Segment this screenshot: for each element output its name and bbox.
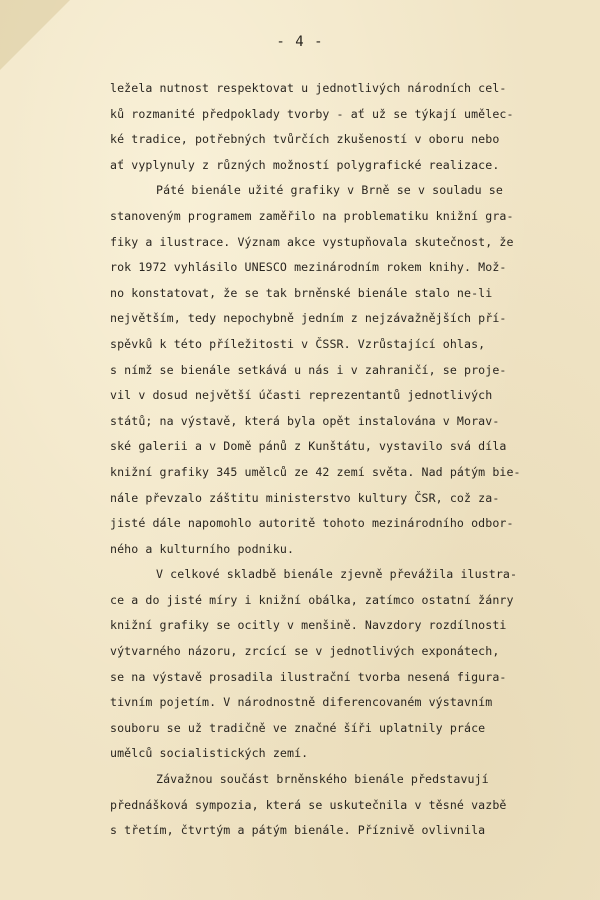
paragraph bbox=[110, 76, 580, 178]
text-line: ce a do jisté míry i knižní obálka, zatímco ostatní žánry bbox=[110, 592, 514, 607]
text-line: ať vyplynuly z různých možností polygrafické realizace. bbox=[110, 157, 500, 172]
text-line: souboru se už tradičně ve značné šíři uplatnily práce bbox=[110, 720, 486, 735]
text-line: výtvarného názoru, zrcící se v jednotlivých exponátech, bbox=[110, 644, 500, 659]
text-line: nále převzalo záštitu ministerstvo kultury ČSR, což za- bbox=[110, 490, 500, 505]
text-line: ské galerii a v Domě pánů z Kunštátu, vystavilo svá díla bbox=[110, 439, 507, 454]
text-line: rok 1972 vyhlásilo UNESCO mezinárodním rokem knihy. Mož- bbox=[110, 260, 507, 275]
text-line: s třetím, čtvrtým a pátým bienále. Příznivě ovlivnila bbox=[110, 823, 486, 838]
text-line: spěvků k této příležitosti v ČSSR. Vzrůstající ohlas, bbox=[110, 336, 486, 351]
text-line: tivním pojetím. V národnostně diferencovaném výstavním bbox=[110, 695, 493, 710]
text-line: států; na výstavě, která byla opět instalována v Morav- bbox=[110, 413, 500, 428]
text-line: s nímž se bienále setkává u nás i v zahraničí, se proje- bbox=[110, 362, 507, 377]
text-line: ké tradice, potřebných tvůrčích zkušeností v oboru nebo bbox=[110, 132, 500, 147]
text-line: no konstatovat, že se tak brněnské bienále stalo ne-li bbox=[110, 285, 493, 300]
paragraph bbox=[110, 178, 580, 562]
text-line: fiky a ilustrace. Význam akce vystupňovala skutečnost, že bbox=[110, 234, 514, 249]
text-line: se na výstavě prosadila ilustrační tvorba nesená figura- bbox=[110, 669, 507, 684]
text-line: Závažnou součást brněnského bienále představují bbox=[156, 772, 489, 787]
text-line: stanoveným programem zaměřilo na problematiku knižní gra- bbox=[110, 208, 514, 223]
text-line: přednášková sympozia, která se uskutečnila v těsné vazbě bbox=[110, 797, 507, 812]
text-line: Páté bienále užité grafiky v Brně se v souladu se bbox=[156, 183, 503, 198]
text-line: vil v dosud největší účasti reprezentantů jednotlivých bbox=[110, 388, 493, 403]
text-line: ků rozmanité předpoklady tvorby - ať už se týkají umělec- bbox=[110, 106, 514, 121]
document-body bbox=[110, 76, 580, 844]
paragraph bbox=[110, 767, 580, 844]
text-line: umělců socialistických zemí. bbox=[110, 746, 309, 761]
text-line: ležela nutnost respektovat u jednotlivých národních cel- bbox=[110, 81, 507, 95]
text-line: knižní grafiky se ocitly v menšině. Navzdory rozdílnosti bbox=[110, 618, 507, 633]
text-line: největším, tedy nepochybně jedním z nejzávažnějších pří- bbox=[110, 311, 507, 326]
text-line: ného a kulturního podniku. bbox=[110, 541, 295, 556]
text-line: knižní grafiky 345 umělců ze 42 zemí světa. Nad pátým bie- bbox=[110, 464, 521, 479]
page-number: - 4 - bbox=[276, 34, 324, 50]
text-line: V celkové skladbě bienále zjevně převážila ilustra- bbox=[156, 567, 518, 582]
text-line: jisté dále napomohlo autoritě tohoto mezinárodního odbor- bbox=[110, 516, 514, 531]
paragraph bbox=[110, 562, 580, 767]
